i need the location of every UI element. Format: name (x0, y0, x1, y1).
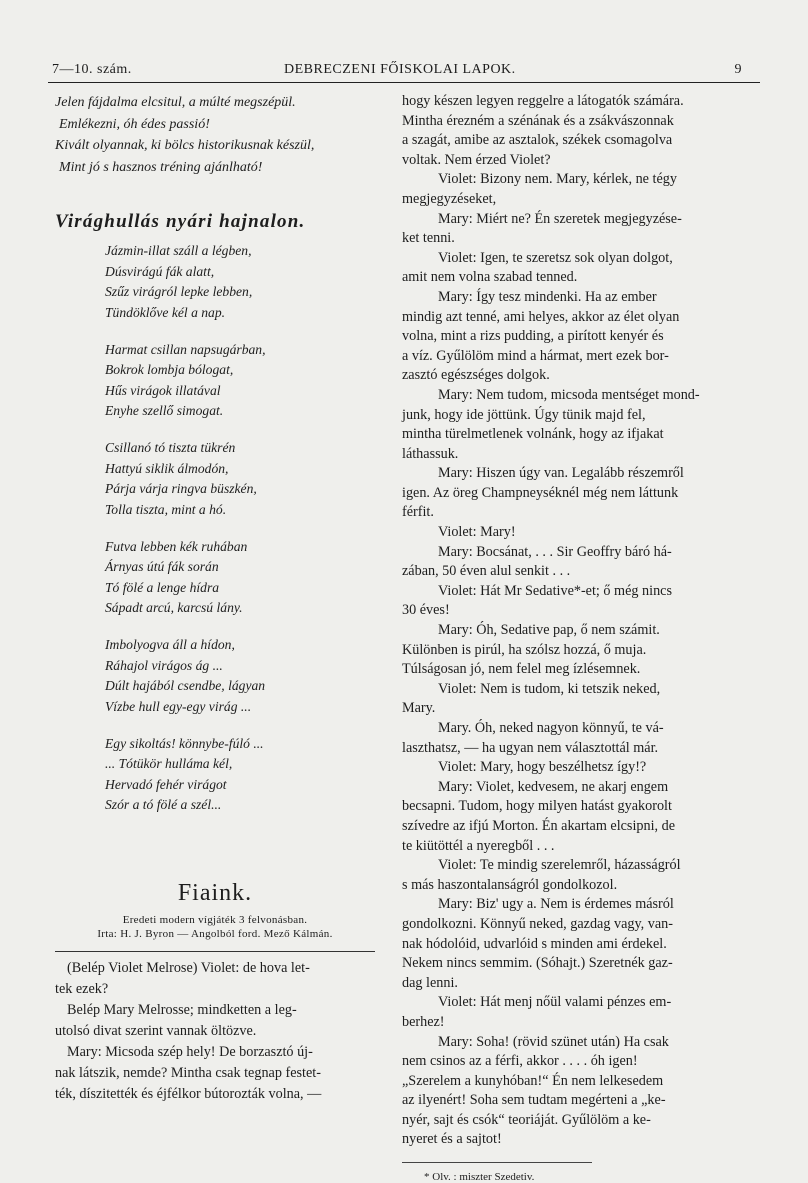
text-line: berhez! (402, 1013, 445, 1030)
verse-line: Párja várja ringva büszkén, (105, 481, 257, 497)
text-line: Violet: Hát menj nőül valami pénzes em- (438, 994, 672, 1011)
text-line: Nekem nincs semmim. (Sóhajt.) Szeretnék gaz- (402, 955, 673, 972)
text-line: Violet: Mary, hogy beszélhetsz így!? (438, 759, 647, 776)
text-line: Mary. (402, 700, 436, 717)
verse-line: Szór a tó fölé a szél... (105, 797, 222, 813)
text-line: becsapni. Tudom, hogy milyen hatást gyakorolt (402, 798, 672, 815)
text-line: az ilyenért! Soha sem tudtam megérteni a „ke- (402, 1092, 666, 1109)
text-line: te kiütöttél a nyeregből . . . (402, 837, 555, 854)
journal-title: DEBRECZENI FŐISKOLAI LAPOK. (284, 62, 516, 77)
text-line: Mary: Így tesz mindenki. Ha az ember (438, 288, 657, 305)
text-line: Violet: Igen, te szeretsz sok olyan dolgot, (438, 249, 673, 266)
verse-line: Enyhe szellő simogat. (105, 403, 224, 419)
verse-line: Kivált olyannak, ki bölcs historikusnak készül, (55, 138, 315, 154)
prose-line: Belép Mary Melrosse; mindketten a leg- (67, 1001, 297, 1018)
section-rule (55, 951, 375, 952)
text-line: a szagát, amibe az asztalok, székek csomagolva (402, 132, 673, 149)
dialogue-text (402, 92, 758, 1150)
text-line: „Szerelem a kunyhóban!“ Én nem lelkesedem (402, 1072, 664, 1089)
text-line: Túlságosan jó, nem felel meg ízlésemnek. (402, 661, 641, 678)
text-line: voltak. Nem érzed Violet? (402, 151, 551, 168)
text-line: Violet: Bizony nem. Mary, kérlek, ne tégy (438, 171, 677, 188)
issue-number: 7—10. szám. (52, 62, 132, 77)
text-line: Mary: Biz' ugy a. Nem is érdemes másról (438, 896, 674, 913)
verse-line: Csillanó tó tiszta tükrén (105, 440, 236, 456)
verse-line: ... Tótükör hulláma kél, (105, 756, 233, 772)
text-line: junk, hogy ide jöttünk. Úgy tünik majd fel, (402, 406, 646, 423)
verse-line: Jázmin-illat száll a légben, (105, 243, 252, 259)
text-line: Mary: Óh, Sedative pap, ő nem számit. (438, 622, 660, 639)
poem (55, 241, 375, 816)
text-line: mindig azt tenné, ami helyes, akkor az élet olyan (402, 308, 680, 325)
verse-line: Tolla tiszta, mint a hó. (105, 501, 227, 517)
prose-line: utolsó divat szerint vannak öltözve. (55, 1022, 257, 1039)
text-line: Mary: Violet, kedvesem, ne akarj engem (438, 778, 669, 795)
text-line: volna, mint a rizs pudding, a pirított kenyér és (402, 328, 664, 345)
text-line: Violet: Nem is tudom, ki tetszik neked, (438, 680, 661, 697)
page-header (52, 62, 754, 84)
page-number: 9 (734, 62, 742, 77)
verse-line: Emlékezni, óh édes passió! (59, 116, 210, 132)
verse-line: Futva lebben kék ruhában (105, 538, 248, 554)
poem-title: Virághullás nyári hajnalon. (55, 211, 306, 233)
verse-line: Harmat csillan napsugárban, (105, 341, 266, 357)
verse-line: Hervadó fehér virágot (105, 776, 227, 792)
verse-line: Dúlt hajából csendbe, lágyan (105, 678, 266, 694)
verse-line: Sápadt arcú, karcsú lány. (105, 600, 243, 616)
verse-line: Árnyas útú fák során (105, 559, 219, 575)
text-line: 30 éves! (402, 602, 450, 619)
poem-stanza (105, 340, 375, 422)
poem-stanza (105, 537, 375, 619)
text-line: nyeret és a sajtot! (402, 1131, 502, 1148)
text-line: amit nem volna szabad tenned. (402, 269, 578, 286)
verse-line: Szűz virágról lepke lebben, (105, 284, 253, 300)
text-line: laszthatsz, — ha ugyan nem választottál már. (402, 739, 659, 756)
poem-stanza (105, 241, 375, 323)
prose-line: nak látszik, nemde? Mintha csak tegnap festet- (55, 1064, 321, 1081)
verse-line: Bokrok lombja bólogat, (105, 362, 234, 378)
text-line: zában, 50 éven alul senkit . . . (402, 563, 571, 580)
text-line: megjegyzéseket, (402, 190, 497, 207)
text-line: ket tenni. (402, 230, 455, 247)
text-line: Különben is pirúl, ha szólsz hozzá, ő muja. (402, 641, 647, 658)
footnote-rule (402, 1162, 592, 1163)
text-line: zasztó egészséges dolgok. (402, 367, 550, 384)
text-line: Mintha érezném a szénának és a zsákvászonnak (402, 112, 674, 129)
text-line: láthassuk. (402, 445, 459, 462)
intro-verse (55, 92, 375, 178)
text-line: hogy készen legyen reggelre a látogatók számára. (402, 93, 684, 109)
verse-line: Ráhajol virágos ág ... (105, 657, 223, 673)
poem-stanza (105, 635, 375, 717)
text-line: Mary: Hiszen úgy van. Legalább részemről (438, 465, 684, 482)
poem-stanza (105, 734, 375, 816)
prose-line: (Belép Violet Melrose) Violet: de hova let- (67, 959, 310, 976)
text-line: dag lenni. (402, 974, 458, 991)
text-line: gondolkozni. Könnyű neked, gazdag vagy, van- (402, 915, 673, 932)
play-credits: Irta: H. J. Byron — Angolból ford. Mező Kálmán. (97, 927, 333, 940)
left-column (55, 92, 375, 1105)
text-line: a víz. Gyűlölöm mind a hármat, mert ezek bor- (402, 347, 669, 364)
text-line: Mary: Miért ne? Én szeretek megjegyzése- (438, 210, 682, 227)
text-line: Mary: Nem tudom, micsoda mentséget mond- (438, 386, 700, 403)
verse-line: Imbolyogva áll a hídon, (105, 637, 235, 653)
prose-line: Mary: Micsoda szép hely! De borzasztó új- (67, 1043, 313, 1060)
text-line: nak hódolóid, udvarlóid s minden ami érdekel. (402, 935, 667, 952)
poem-stanza (105, 438, 375, 520)
text-line: nyér, sajt és csók“ teoriáját. Gyűlölöm a ke- (402, 1111, 651, 1128)
text-line: Violet: Hát Mr Sedative*-et; ő még nincs (438, 582, 672, 599)
verse-line: Hattyú siklik álmodón, (105, 460, 229, 476)
text-line: Mary: Bocsánat, . . . Sir Geoffry báró há- (438, 543, 672, 560)
text-line: Violet: Te mindig szerelemről, házasságról (438, 857, 681, 874)
verse-line: Jelen fájdalma elcsitul, a múlté megszépül. (55, 95, 296, 110)
prose-line: ték, díszitették és éjfélkor bútorozták volna, — (55, 1085, 322, 1102)
footnote: * Olv. : miszter Szedetiv. (424, 1171, 535, 1183)
text-line: nem csinos az a férfi, akkor . . . . óh igen! (402, 1053, 638, 1070)
verse-line: Hűs virágok illatával (105, 382, 221, 398)
verse-line: Egy sikoltás! könnybe-fúló ... (105, 735, 264, 751)
play-subtitle: Eredeti modern vígjáték 3 felvonásban. (122, 913, 308, 926)
verse-line: Dúsvirágú fák alatt, (105, 263, 215, 279)
text-line: s más haszontalanságról gondolkozol. (402, 876, 618, 893)
prose-line: tek ezek? (55, 980, 109, 997)
text-line: férfit. (402, 504, 434, 521)
play-opening (55, 958, 375, 1105)
text-line: Mary. Óh, neked nagyon könnyű, te vá- (438, 720, 664, 736)
verse-line: Mint jó s hasznos tréning ajánlható! (59, 159, 263, 175)
text-line: Mary: Soha! (rövid szünet után) Ha csak (438, 1033, 669, 1050)
verse-line: Tündöklőve kél a nap. (105, 304, 226, 320)
text-line: igen. Az öreg Champneyséknél még nem láttunk (402, 484, 679, 501)
verse-line: Tó fölé a lenge hídra (105, 579, 220, 595)
text-line: Violet: Mary! (438, 524, 516, 541)
verse-line: Vízbe hull egy-egy virág ... (105, 698, 252, 714)
text-line: szívedre az ifjú Morton. Én akartam elcsipni, de (402, 817, 676, 834)
header-rule (48, 82, 760, 83)
right-column (402, 92, 758, 1183)
text-line: mintha türelmetlenek volnánk, hogy az ifjakat (402, 426, 664, 443)
play-title: Fiaink. (177, 879, 253, 906)
